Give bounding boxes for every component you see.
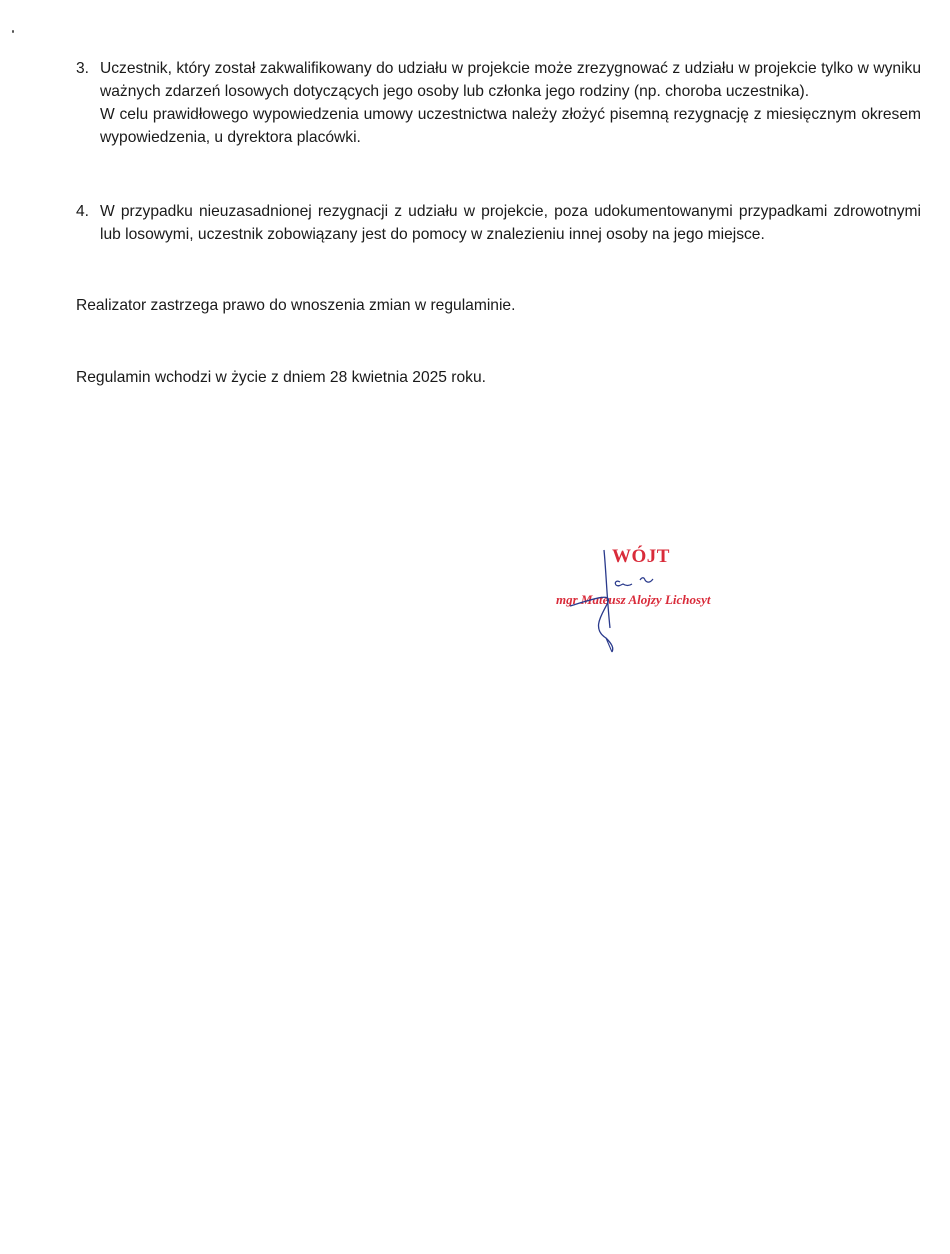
item-body: [100, 57, 921, 149]
scan-speck: [12, 30, 14, 33]
item-number: 3.: [76, 60, 90, 77]
list-item-4: [76, 200, 921, 246]
item-body: [100, 200, 921, 246]
item-paragraph: Uczestnik, który został zakwalifikowany do udziału w projekcie może zrezygnować z udziału w projekcie tylko w wyniku ważnych zdarzeń losowych dotyczących jego osoby lub członka jego rodziny (np. choroba uczestnika).: [100, 60, 921, 100]
item-paragraph: W celu prawidłowego wypowiedzenia umowy uczestnictwa należy złożyć pisemną rezygnację z miesięcznym okresem wypowiedzenia, u dyrektora placówki.: [100, 106, 921, 146]
amendment-note: Realizator zastrzega prawo do wnoszenia zmian w regulaminie.: [76, 297, 516, 314]
stamp-title: WÓJT: [612, 546, 670, 567]
effective-date-note: Regulamin wchodzi w życie z dniem 28 kwietnia 2025 roku.: [76, 369, 486, 386]
item-paragraph: W przypadku nieuzasadnionej rezygnacji z udziału w projekcie, poza udokumentowanymi przypadkami zdrowotnymi lub losowymi, uczestnik zobowiązany jest do pomocy w znalezieniu innej osoby na jego miejsce.: [100, 203, 921, 243]
item-number: 4.: [76, 203, 90, 220]
official-stamp-signature: [550, 540, 770, 660]
stamp-name: mgr Mateusz Alojzy Lichosyt: [556, 592, 711, 607]
handwritten-signature: [550, 540, 770, 660]
list-item-3: [76, 57, 921, 149]
